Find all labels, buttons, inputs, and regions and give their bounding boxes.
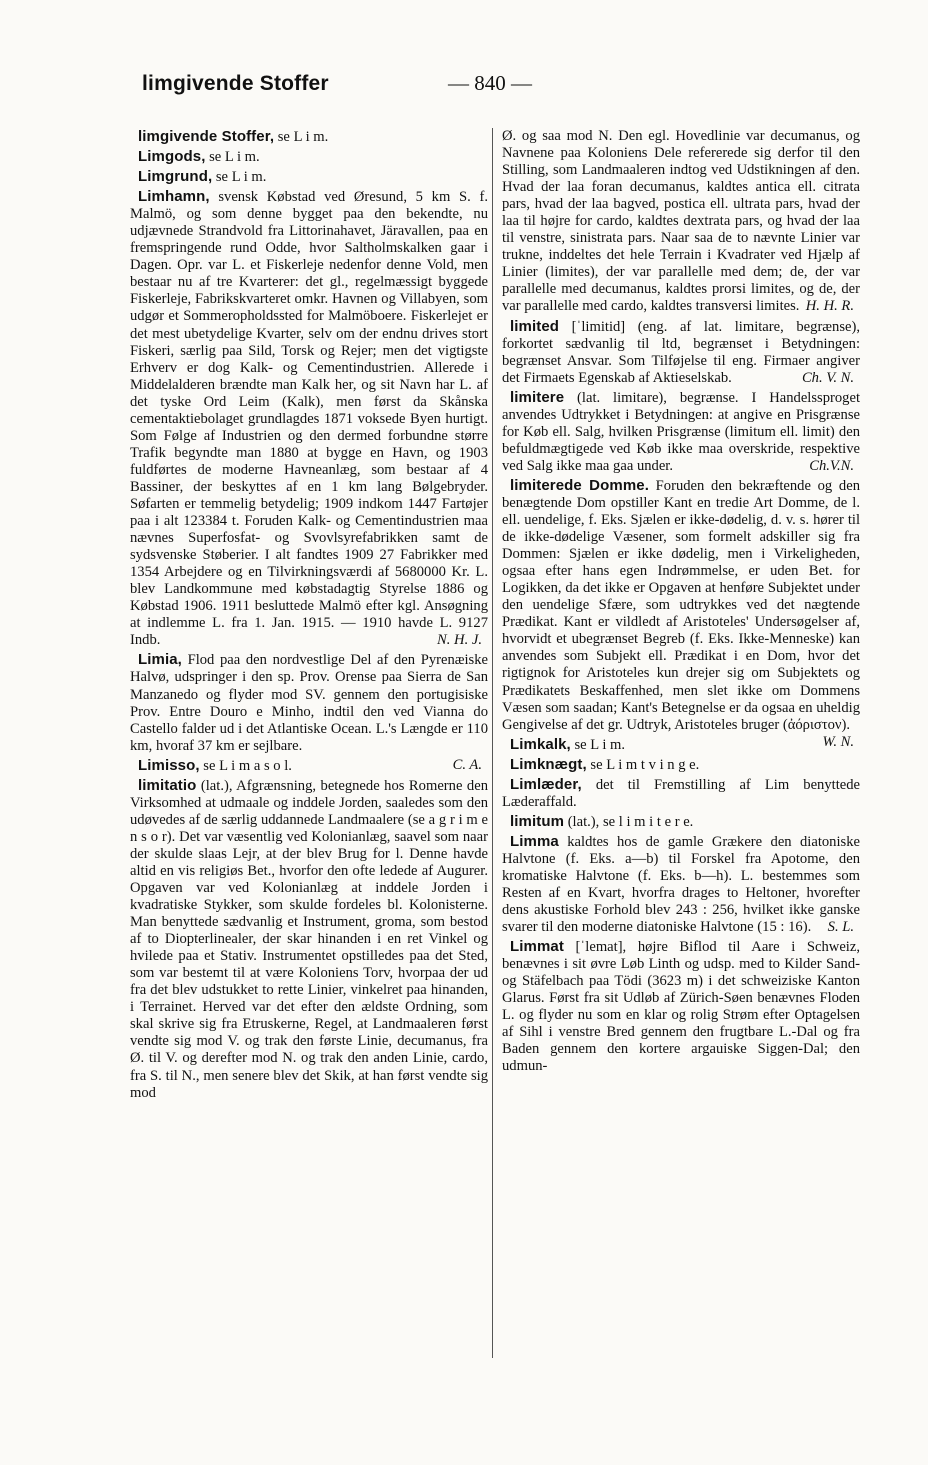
dictionary-entry [130,128,488,146]
dictionary-entry [130,188,488,649]
entry-headword: limitere [510,388,565,406]
entry-text: Ø. og saa mod N. Den egl. Hovedlinie var decumanus, og Navnene paa Koloniens Dele refererede sig derfor til den Stilling, som Landmaaleren indtog ved Udstikningen af den. Hvad der laa foran decumanus, kaldtes antica ell. citrata pars, hvad der laa bagved, postica ell. ultrata pars, hvad der laa til højre for cardo, kaldtes dextrata pars, og hvad der laa til venstre, sinistrata pars. Naar saa de to nævnte Linier var trukne, inddeltes det hele Terrain i Kvadrater ved Hjælp af Linier (limites), der var parallelle med dem; de, der var parallelle med decumanus, kaldtes prorsi limites, og de, der var parallelle med cardo, kaldtes transversi limites. [502,128,860,315]
entry-author-signature: H. H. R. [805,298,854,315]
entry-author-signature: W. N. [822,733,854,750]
dictionary-entry [502,733,860,754]
page-number: — 840 — [448,71,532,95]
page-header [0,0,928,110]
entry-text: (lat.), Afgrænsning, betegnede hos Romerne den Virksomhed at udmaale og inddele Jorden, saaledes som den udøvedes af de særlig uddannede Landmaalere (se a g r i m e n s o r). Det var væsentlig ved Kolonianlæg, saavel som naar der skulde slaas Lejr, at der blev Brug for l. Denne havde altid en vis religiøs Bet., hvorfor den ofte ledede af Augurer. Opgaven var ved Kolonianlæg at inddele Jorden i kvadratiske Stykker, som skulde fordeles bl. Kolonisterne. Man benyttede sædvanlig et Instrument, groma, som bestod af to Diopterlinealer, der skar hinanden i en ret Vinkel og hvilede paa et Stativ. Instrumentet opstilledes paa det Sted, som var bestemt til at være Koloniens Torv, hvorpaa der ud fra det blev udstukket to rette Linier, vinkelret paa hinanden, i Terrainet. Herved var det efter den ældste Ordning, som skal skrive sig fra Etruskerne, Regel, at Landmaaleren først vendte sig mod V. og trak den første Linie, decumanus, fra Ø. til V. og derefter mod N. og trak den anden Linie, cardo, fra S. til N., men senere blev det Skik, at han først vendte sig mod [130,777,488,1101]
column-divider [492,128,493,1358]
entry-text: (lat.), se l i m i t e r e. [564,813,694,830]
entry-headword: limgivende Stoffer, [138,128,275,145]
dictionary-entry [130,651,488,754]
entry-headword: Limgods, [138,148,206,166]
entry-text: kaldtes hos de gamle Grækere den diatoniske Halvtone (f. Eks. a—b) til Forskel fra Apotome, den kromatiske Halvtone (f. Eks. b—h). L. bestemmes som Resten af en Kvart, hvorfra drages to Heltoner, hvorefter dens akustiske Forhold blev 243 : 256, hvilket ikke ganske svarer til den moderne diatoniske Halvtone (15 : 16). [502,833,860,936]
entry-headword: Limma [510,832,559,850]
dictionary-entry [502,938,860,1075]
entry-text: se L i m t v i n g e. [586,756,700,773]
dictionary-entry [130,148,488,166]
entry-author-signature: Ch.V.N. [809,457,854,474]
dictionary-entry [502,833,860,936]
entry-headword: Limknægt, [510,755,587,773]
entry-text: se L i m. [570,736,626,753]
entry-text: [ˈlimitid] (eng. af lat. limitare, begrænse), forkortet sædvanlig til ltd, begrænset i Betydningen: begrænset Ansvar. Som Tilføjelse til eng. Firmaer angiver det Firmaets Egenskab af Aktieselskab. [502,318,860,386]
entry-author-signature: S. L. [827,919,854,936]
dictionary-entry [502,813,860,831]
dictionary-entry [502,389,860,475]
entry-headword: Limmat [510,938,564,956]
running-head: limgivende Stoffer [142,72,329,95]
right-column [502,128,860,1078]
entry-headword: Limgrund, [138,168,213,186]
entry-headword: limiterede Domme. [510,476,649,494]
dictionary-entry [502,128,860,316]
dictionary-entry [130,168,488,186]
entry-author-signature: C. A. [452,756,482,773]
dictionary-entry [502,776,860,811]
entry-text: [ˈlemat], højre Biflod til Aare i Schweiz, benævnes i sit øvre Løb Linth og udsp. med to Kilder Sand- og Stäfelbach paa Tödi (3623 m) i det schweiziske Kanton Glarus. Først fra sit Udløb af Zürich-Søen benævnes Floden L. og flyder nu som en klar og rolig Strøm efter Optagelsen af Sihl i venstre Bred gennem den frugtbare L.-Dal og fra Baden gennem den kortere argauiske Siggen-Dal; den udmun- [502,939,860,1075]
entry-text: det til Fremstilling af Lim benyttede Læderaffald. [502,776,860,810]
entry-text: se L i m. [205,149,260,166]
entry-headword: Limia, [138,651,182,669]
entry-author-signature: Ch. V. N. [801,369,854,386]
entry-text: svensk Købstad ved Øresund, 5 km S. f. Malmö, og som denne bygget paa den bekendte, nu udjævnede Strandvold fra Littorinahavet, Järavallen, paa en fremspringende rund Odde, hvor Saltholmskalken gaar i Dagen. Opr. var L. et Fiskerleje nedenfor denne Vold, men bestaar nu af tre Kvarterer: det gl., regelmæssigt byggede Fiskerleje, Fabrikskvarteret omkr. Havnen og Villabyen, som udgør et Sommeropholdssted for Malmöboere. Fiskerlejet er det mest ubetydelige Kvarter, selv om der endnu drives stort Fiskeri, særlig paa Sild, Torsk og Rejer; men det vigtigste Erhverv er dog Kalk- og Cementindustrien. Allerede i Middelalderen brændte man Kalk her, og sit Navn har L. af det tyske Ord Leim (Kalk), men først da Skånska cementaktiebolaget grundlagdes 1871 voksede Byen hurtigt. Som Følge af Industrien og den dermed forbundne større Trafik begyndte man 1880 at bygge en Havn, og 1903 fuldførtes de moderne Havneanlæg, som bestaar af 4 Bassiner, der beskyttes af en 1 km lang Bølgebryder. Søfarten er temmelig betydelig; 1909 indkom 1447 Fartøjer paa i alt 123384 t. Foruden Kalk- og Cementindustrien maa nævnes Superfosfat- og Svovlsyrefabrikken samt de sydsvenske Støberier. I alt fandtes 1909 27 Fabrikker med 1354 Arbejdere og en Tilvirkningsværdi af 5680000 Kr. L. blev Landkommune med købstadagtig Styrelse 1886 og Købstad 1906. 1911 besluttede Malmö efter kgl. Ansøgning at indlemme L. fra 1. Jan. 1915. — 1910 havde L. 9127 Indb. [130,189,488,649]
entry-text: se L i m. [212,169,267,186]
entry-headword: limitum [510,812,565,830]
entry-text: Flod paa den nordvestlige Del af den Pyrenæiske Halvø, udspringer i den sp. Prov. Orense paa Sierra de San Manzanedo og flyder mod SV. gennem den portugisiske Prov. Entre Douro e Minho, indtil den ved Vianna do Castello falder ud i det Atlantiske Ocean. L.'s Længde er 110 km, hvoraf 37 km er sejlbare. [130,652,488,754]
entry-headword: limitatio [138,776,197,794]
entry-headword: Limlæder, [510,775,582,793]
entry-headword: limited [510,317,560,335]
entry-text: se L i m a s o l. [199,757,292,774]
entry-headword: Limisso, [138,756,200,774]
entry-headword: Limhamn, [138,188,210,206]
dictionary-entry [130,757,488,775]
entry-author-signature: N. H. J. [437,632,482,649]
entry-text: Foruden den bekræftende og den benægtende Dom opstiller Kant en tredie Art Domme, de l. ell. uendelige, f. Eks. Sjælen er ikke-dødelig, d. v. s. hører til de ikke-dødelige Væsener, som formelt adskiller sig fra Dommen: Sjælen er ikke dødelig, men i Virkeligheden, ogsaa efter hans egen Indrømmelse, er uden Bet. for Logikken, da det ikke er Opgaven at henføre Subjektet under den uendelige Sfære, som udtrykkes ved det nægtende Prædikat. Kant er vildledt af Aristoteles' Undersøgelser af, hvorvidt et ubegrænset Begreb (f. Eks. Ikke-Menneske) kan anvendes som Subjekt ell. Prædikat i en Dom, hvor det rigtignok for Aristoteles kun drejer sig om Subjektets og Prædikatets Beskaffenhed, men slet ikke om Dommens Væsen som saadan; Kant's Betegnelse er da ogsaa en uheldig Gengivelse af det gr. Udtryk, Aristoteles bruger (ἀόριστον). [502,477,860,733]
dictionary-entry [130,777,488,1102]
entry-text: (lat. limitare), begrænse. I Handelssproget anvendes Udtrykket i Betydningen: at angive en Prisgrænse for Køb ell. Salg, hvilken Prisgrænse (limitum ell. limit) den befuldmægtigede ved Køb ikke maa overskride, respektive ved Salg ikke maa gaa under. [502,389,860,474]
dictionary-entry [502,756,860,774]
left-column [130,128,488,1104]
dictionary-entry [502,318,860,387]
entry-headword: Limkalk, [510,735,571,753]
entry-text: se L i m. [274,129,329,145]
